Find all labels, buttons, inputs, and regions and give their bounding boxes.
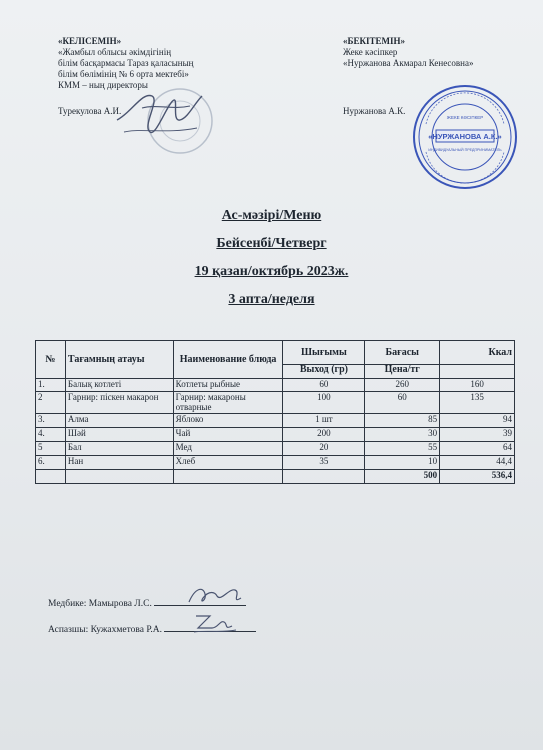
- approval-right-line: «Нуржанова Акмарал Кенесовна»: [343, 58, 474, 68]
- row-kcal: 39: [440, 428, 515, 442]
- header-num: №: [36, 341, 66, 379]
- row-yield: 1 шт: [283, 414, 365, 428]
- table-row: [36, 456, 515, 470]
- page-subtitle-day: Бейсенбі/Четверг: [216, 236, 327, 251]
- row-name-ru: Чай: [173, 428, 283, 442]
- approval-left-line: «Жамбыл облысы әкімдігінің: [58, 47, 172, 57]
- seal-small-text: ИНДИВИДУАЛЬНЫЙ ПРЕДПРИНИМАТЕЛЬ: [428, 148, 502, 152]
- row-num: 1.: [36, 379, 66, 392]
- table-row: [36, 379, 515, 392]
- row-name-ru: Котлеты рыбные: [173, 379, 283, 392]
- approval-right-title: «БЕКІТЕМІН»: [343, 36, 405, 46]
- page-subtitle-week: 3 апта/неделя: [228, 292, 315, 307]
- row-price: 30: [365, 428, 440, 442]
- director-signature-icon: [112, 82, 207, 144]
- header-yield-kz: Шығымы: [283, 341, 365, 365]
- row-name-ru: Яблоко: [173, 414, 283, 428]
- row-yield: 100: [283, 392, 365, 414]
- nurse-label: Медбике: Мамырова Л.С.: [48, 599, 152, 609]
- approval-right-line: Жеке кәсіпкер: [343, 47, 398, 57]
- row-num: 3.: [36, 414, 66, 428]
- table-row: [36, 428, 515, 442]
- page-title: Ас-мәзірі/Меню: [221, 208, 322, 223]
- header-name-ru: Наименование блюда: [173, 341, 283, 379]
- table-row: [36, 392, 515, 414]
- row-name-ru: Хлеб: [173, 456, 283, 470]
- row-yield: 35: [283, 456, 365, 470]
- row-kcal: 135: [440, 392, 515, 414]
- row-kcal: 64: [440, 442, 515, 456]
- total-price: 500: [365, 470, 440, 484]
- approval-left-line: білім басқармасы Тараз қаласының: [58, 58, 194, 68]
- table-header-row: [36, 341, 515, 365]
- table-total-row: [36, 470, 515, 484]
- row-name-kz: Бал: [65, 442, 173, 456]
- header-name-kz: Тағамның атауы: [65, 341, 173, 379]
- table-row: [36, 442, 515, 456]
- total-kcal: 536,4: [440, 470, 515, 484]
- approval-left-title: «КЕЛІСЕМІН»: [58, 36, 122, 46]
- header-yield-ru: Выход (гр): [283, 365, 365, 379]
- row-num: 2: [36, 392, 66, 414]
- seal-top-text: ЖЕКЕ КӘСІПКЕР: [446, 115, 484, 120]
- header-empty: [440, 365, 515, 379]
- row-kcal: 44,4: [440, 456, 515, 470]
- approval-left-line: білім бөлімінің № 6 орта мектебі»: [58, 69, 189, 79]
- page-subtitle-date: 19 қазан/октябрь 2023ж.: [194, 264, 349, 279]
- row-name-kz: Алма: [65, 414, 173, 428]
- header-kcal: Ккал: [440, 341, 515, 365]
- row-name-kz: Нан: [65, 456, 173, 470]
- header-price-kz: Бағасы: [365, 341, 440, 365]
- row-name-kz: Гарнир: піскен макарон: [65, 392, 173, 414]
- approval-left-signer: Турекулова А.И.: [58, 106, 122, 116]
- row-price: 10: [365, 456, 440, 470]
- entrepreneur-seal-icon: [412, 84, 518, 190]
- row-price: 60: [365, 392, 440, 414]
- seal-center-text: «НУРЖАНОВА А.К.»: [428, 132, 502, 141]
- approval-right: [343, 36, 523, 69]
- cook-signature-icon: [190, 608, 240, 636]
- approval-left-line: КММ – ның директоры: [58, 80, 148, 90]
- row-num: 4.: [36, 428, 66, 442]
- header-price-ru: Цена/тг: [365, 365, 440, 379]
- row-kcal: 160: [440, 379, 515, 392]
- row-name-kz: Шәй: [65, 428, 173, 442]
- row-name-ru: Гарнир: макароны отварные: [173, 392, 283, 414]
- row-yield: 20: [283, 442, 365, 456]
- row-num: 5: [36, 442, 66, 456]
- row-price: 85: [365, 414, 440, 428]
- table-row: [36, 414, 515, 428]
- row-price: 260: [365, 379, 440, 392]
- approval-right-signer: Нуржанова А.К.: [343, 106, 406, 116]
- row-name-kz: Балық котлеті: [65, 379, 173, 392]
- row-kcal: 94: [440, 414, 515, 428]
- row-yield: 60: [283, 379, 365, 392]
- menu-table: [35, 340, 515, 484]
- row-price: 55: [365, 442, 440, 456]
- row-num: 6.: [36, 456, 66, 470]
- nurse-signature-icon: [185, 580, 245, 610]
- row-name-ru: Мед: [173, 442, 283, 456]
- row-yield: 200: [283, 428, 365, 442]
- cook-label: Аспазшы: Кужахметова Р.А.: [48, 625, 163, 635]
